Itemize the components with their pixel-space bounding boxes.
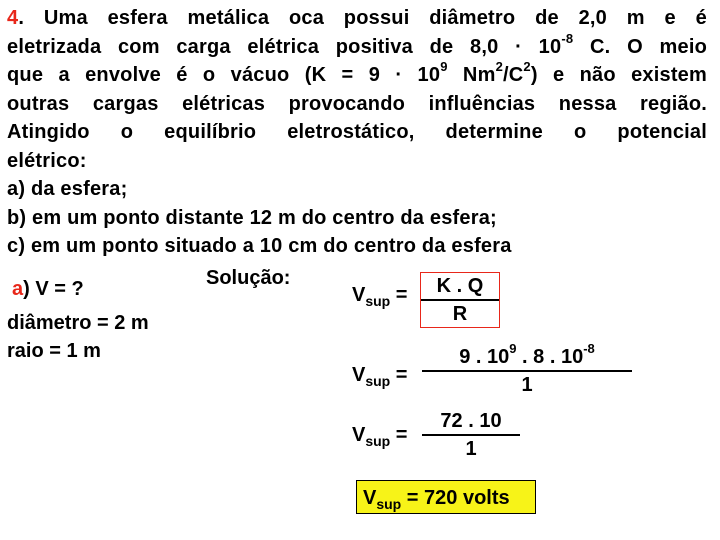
problem-line-4: outras cargas elétricas provocando influências nessa região.	[7, 92, 707, 115]
step1-fraction	[422, 341, 632, 398]
step1-exp2: -8	[583, 341, 595, 357]
equals-sign: =	[390, 364, 408, 386]
question-letter: a	[12, 278, 24, 300]
v-subscript: sup	[365, 433, 391, 449]
step1-exp1: 9	[509, 341, 517, 357]
solution-label: Solução:	[206, 267, 291, 289]
m-exponent: 2	[495, 59, 503, 75]
radius-line: raio = 1 m	[7, 340, 101, 362]
problem-statement	[7, 4, 707, 261]
item-a: a) da esfera;	[7, 178, 128, 200]
problem-line-1-text: . Uma esfera metálica oca possui diâmetro de 2,0 m e é	[18, 7, 707, 29]
problem-line-3-text-d: ) e não existem	[530, 64, 707, 86]
v-symbol: V	[363, 487, 377, 509]
step1-num-b: . 8 . 10	[516, 346, 584, 368]
step2-numerator: 72 . 10	[422, 408, 520, 436]
step2-lhs	[352, 424, 407, 447]
item-b: b) em um ponto distante 12 m do centro da esfera;	[7, 206, 497, 229]
v-subscript: sup	[376, 496, 402, 512]
equals-sign: =	[390, 284, 408, 306]
problem-line-5: Atingido o equilíbrio eletrostático, determine o potencial	[7, 121, 707, 143]
v-symbol: V	[352, 424, 366, 446]
formula-numerator: K . Q	[421, 273, 499, 301]
c-exponent: 2	[523, 59, 531, 75]
v-subscript: sup	[365, 373, 391, 389]
formula-lhs	[352, 284, 407, 307]
problem-line-2	[7, 30, 707, 62]
final-value: = 720 volts	[401, 487, 510, 509]
final-answer	[356, 480, 536, 514]
diameter-line: diâmetro = 2 m	[7, 312, 149, 334]
step2-fraction	[422, 408, 520, 462]
question-rest: ) V = ?	[23, 278, 84, 300]
step1-num-a: 9 . 10	[459, 346, 510, 368]
v-symbol: V	[352, 364, 366, 386]
item-c: c) em um ponto situado a 10 cm do centro da esfera	[7, 235, 512, 257]
problem-line-2-text-a: eletrizada com carga elétrica positiva de 8,0 · 10	[7, 35, 562, 58]
problem-line-2-text-b: C. O meio	[573, 35, 707, 58]
v-subscript: sup	[365, 293, 391, 309]
step1-numerator	[422, 341, 632, 372]
formula-fraction	[420, 272, 500, 328]
v-symbol: V	[352, 284, 366, 306]
problem-line-3	[7, 61, 707, 90]
step2-denominator: 1	[465, 438, 477, 460]
equals-sign: =	[390, 424, 408, 446]
k-exponent: 9	[440, 59, 448, 75]
step1-denominator: 1	[521, 374, 533, 396]
problem-line-6: elétrico:	[7, 149, 87, 172]
problem-number: 4	[7, 7, 19, 29]
step1-lhs	[352, 364, 407, 387]
problem-line-1	[7, 4, 707, 33]
charge-exponent: -8	[561, 30, 574, 46]
problem-line-3-text-c: /C	[503, 64, 524, 86]
problem-line-3-text-a: que a envolve é o vácuo (K = 9 · 10	[7, 64, 441, 86]
formula-denominator: R	[452, 303, 468, 325]
question-a	[12, 278, 84, 301]
problem-line-3-text-b: Nm	[447, 64, 496, 86]
